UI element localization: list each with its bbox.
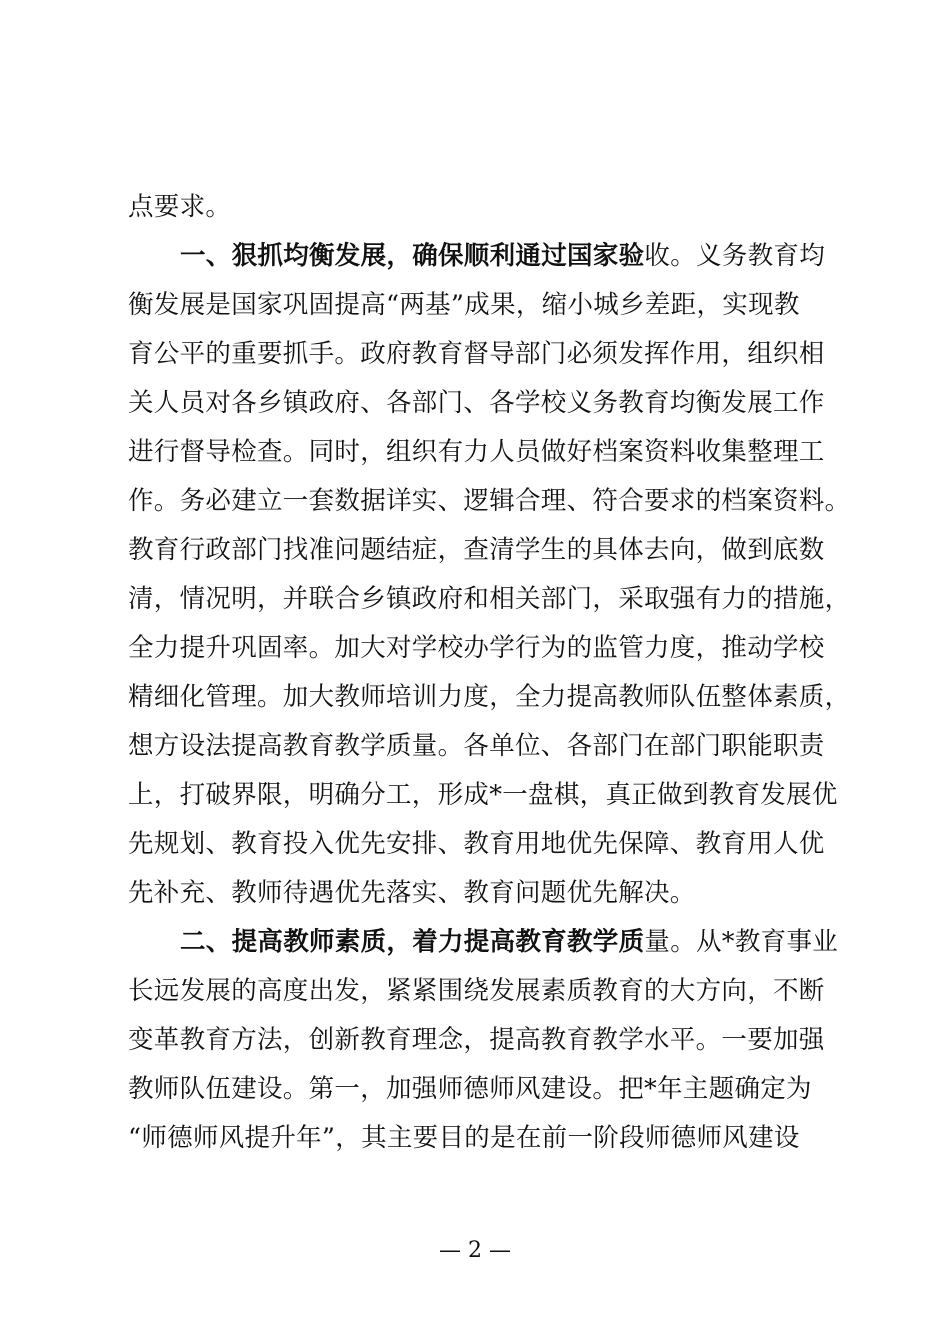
section-1-line bbox=[180, 236, 825, 276]
page-number: — 2 — bbox=[439, 1238, 511, 1263]
paragraph-line: 长远发展的高度出发，紧紧围绕发展素质教育的大方向，不断 bbox=[128, 976, 825, 1006]
paragraph-line: 进行督导检查。同时，组织有力人员做好档案资料收集整理工 bbox=[128, 437, 825, 467]
paragraph-line: 全力提升巩固率。加大对学校办学行为的监管力度，推动学校 bbox=[128, 633, 825, 663]
paragraph-line: 作。务必建立一套数据详实、逻辑合理、符合要求的档案资料。 bbox=[128, 486, 851, 516]
paragraph-line: 上，打破界限，明确分工，形成*一盘棋，真正做到教育发展优 bbox=[128, 780, 838, 810]
paragraph-line: 育公平的重要抓手。政府教育督导部门必须发挥作用，组织相 bbox=[128, 339, 825, 369]
paragraph-line: “师德师风提升年”，其主要目的是在前一阶段师德师风建设 bbox=[128, 1123, 800, 1153]
section-1-heading: 一、狠抓均衡发展，确保顺利通过国家验 bbox=[180, 241, 645, 271]
paragraph-line: 点要求。 bbox=[128, 192, 232, 222]
paragraph-line: 关人员对各乡镇政府、各部门、各学校义务教育均衡发展工作 bbox=[128, 388, 825, 418]
section-2-text: 量。从*教育事业 bbox=[644, 927, 839, 957]
paragraph-line: 想方设法提高教育教学质量。各单位、各部门在部门职能职责 bbox=[128, 731, 825, 761]
paragraph-line: 教育行政部门找准问题结症，查清学生的具体去向，做到底数 bbox=[128, 535, 825, 565]
paragraph-line: 变革教育方法，创新教育理念，提高教育教学水平。一要加强 bbox=[128, 1025, 825, 1055]
section-2-heading: 二、提高教师素质，着力提高教育教学质 bbox=[180, 927, 645, 957]
paragraph-line: 先补充、教师待遇优先落实、教育问题优先解决。 bbox=[128, 878, 696, 908]
paragraph-line: 精细化管理。加大教师培训力度，全力提高教师队伍整体素质， bbox=[128, 682, 851, 712]
paragraph-line: 清，情况明，并联合乡镇政府和相关部门，采取强有力的措施， bbox=[128, 584, 851, 614]
section-2-line bbox=[180, 922, 838, 962]
paragraph-line: 教师队伍建设。第一，加强师德师风建设。把*年主题确定为 bbox=[128, 1074, 812, 1104]
paragraph-line: 衡发展是国家巩固提高“两基”成果，缩小城乡差距，实现教 bbox=[128, 290, 800, 320]
section-1-text: 收。义务教育均 bbox=[644, 241, 826, 271]
paragraph-line: 先规划、教育投入优先安排、教育用地优先保障、教育用人优 bbox=[128, 829, 825, 859]
